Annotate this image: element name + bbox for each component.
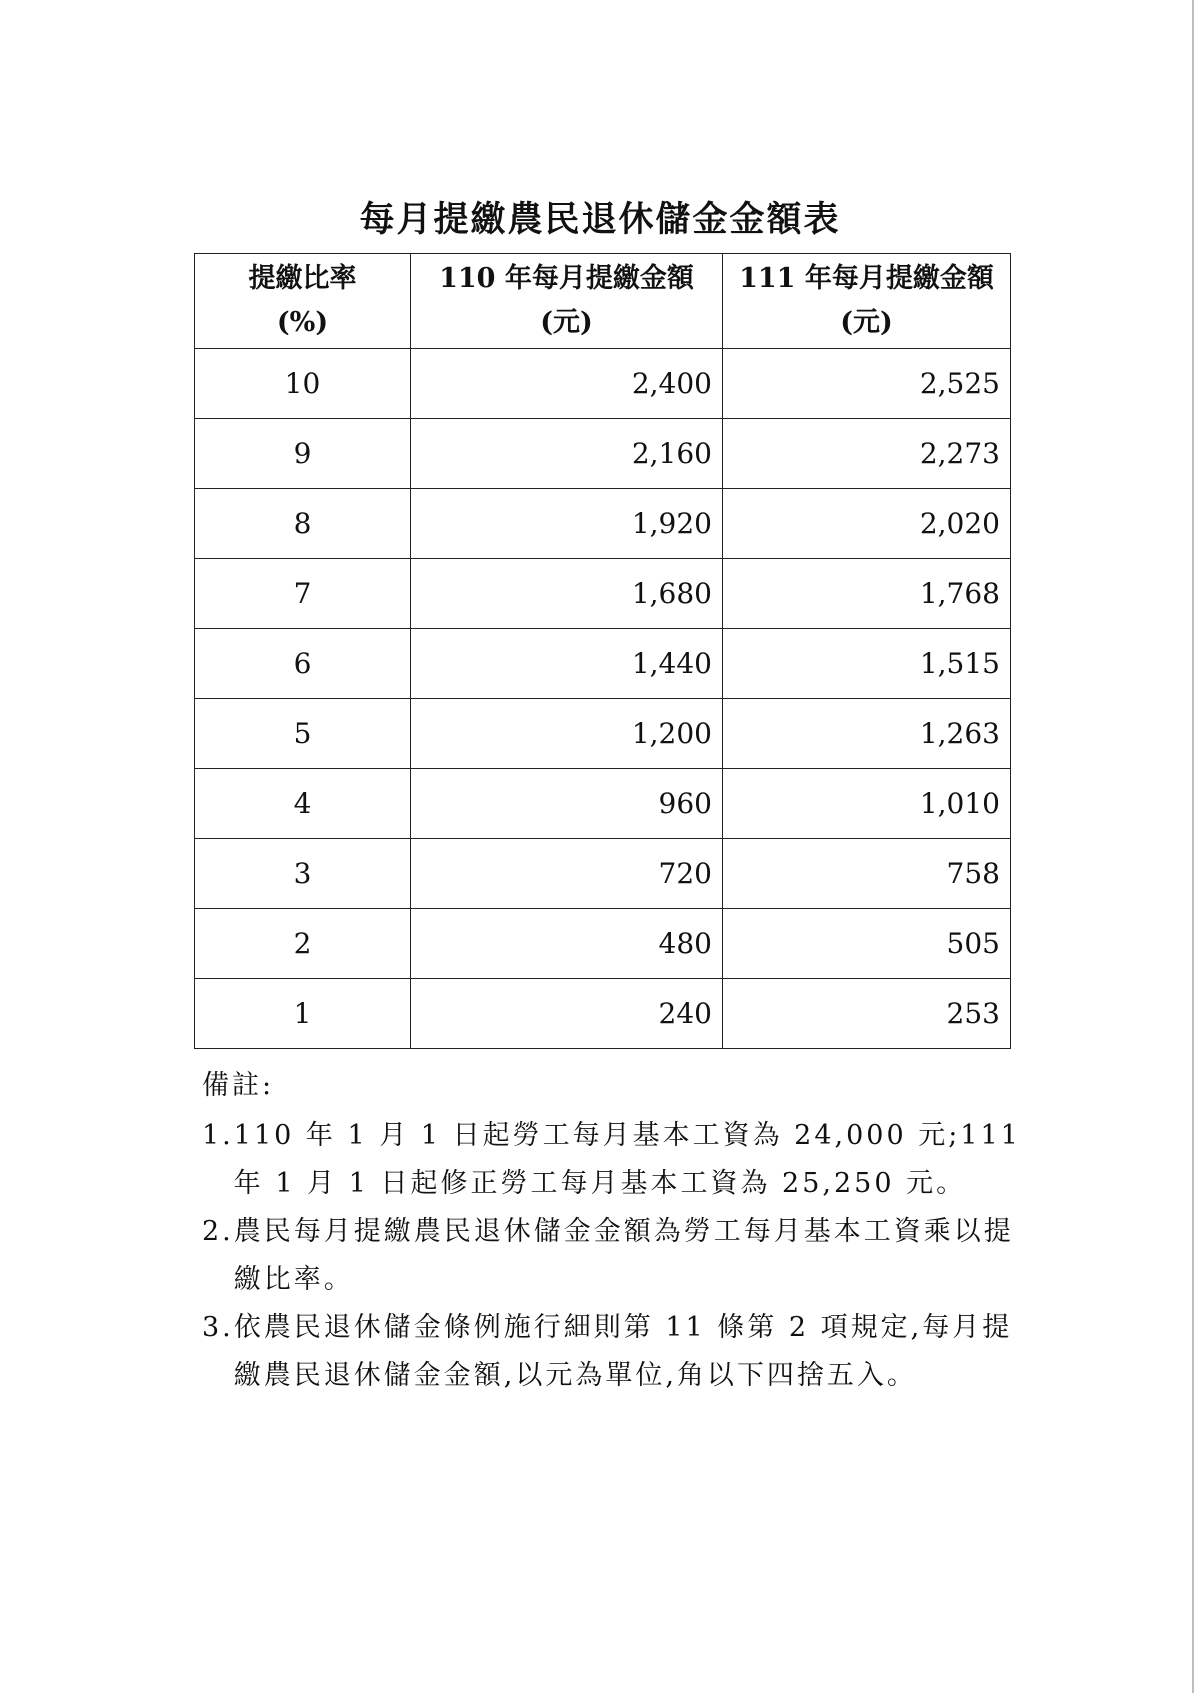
rate-cell: 7 <box>195 559 411 629</box>
note-number: 3. <box>202 1312 234 1343</box>
header-rate-label: 提繳比率 <box>248 263 357 294</box>
table-row <box>195 629 1011 699</box>
rate-cell: 8 <box>195 489 411 559</box>
notes-heading: 備註: <box>202 1070 275 1101</box>
amount-110-cell: 1,920 <box>411 489 723 559</box>
note-text: 依農民退休儲金條例施行細則第 11 條第 2 項規定,每月提繳農民退休儲金金額,以元為單位,角以下四捨五入。 <box>233 1312 1013 1391</box>
rate-cell: 4 <box>195 769 411 839</box>
note-text: 農民每月提繳農民退休儲金金額為勞工每月基本工資乘以提繳比率。 <box>233 1216 1014 1295</box>
header-110-amount <box>411 254 723 349</box>
amount-111-cell: 2,525 <box>723 349 1011 419</box>
note-item <box>202 1304 1022 1400</box>
contribution-table <box>194 253 1011 1049</box>
amount-110-cell: 1,200 <box>411 699 723 769</box>
table-row <box>195 909 1011 979</box>
table-row <box>195 839 1011 909</box>
document-title: 每月提繳農民退休儲金金額表 <box>359 199 841 240</box>
note-text: 110 年 1 月 1 日起勞工每月基本工資為 24,000 元;111 年 1 月 1 日起修正勞工每月基本工資為 25,250 元。 <box>233 1120 1021 1199</box>
amount-110-cell: 2,400 <box>411 349 723 419</box>
header-111-label: 111 年每月提繳金額 <box>739 263 994 294</box>
amount-111-cell: 1,515 <box>723 629 1011 699</box>
header-110-unit: (元) <box>540 307 593 338</box>
table-row <box>195 769 1011 839</box>
contribution-table-wrapper <box>194 253 1010 1049</box>
amount-110-cell: 960 <box>411 769 723 839</box>
header-rate-unit: (%) <box>276 307 329 338</box>
table-header-row <box>195 254 1011 349</box>
table-row <box>195 419 1011 489</box>
amount-111-cell: 505 <box>723 909 1011 979</box>
amount-111-cell: 1,010 <box>723 769 1011 839</box>
amount-110-cell: 2,160 <box>411 419 723 489</box>
note-item <box>202 1112 1022 1208</box>
amount-110-cell: 1,680 <box>411 559 723 629</box>
notes-section <box>202 1062 1022 1400</box>
header-110-label: 110 年每月提繳金額 <box>439 263 694 294</box>
note-number: 1. <box>202 1120 234 1151</box>
note-number: 2. <box>202 1216 234 1247</box>
table-row <box>195 979 1011 1049</box>
amount-111-cell: 1,768 <box>723 559 1011 629</box>
rate-cell: 1 <box>195 979 411 1049</box>
rate-cell: 2 <box>195 909 411 979</box>
amount-110-cell: 240 <box>411 979 723 1049</box>
amount-110-cell: 480 <box>411 909 723 979</box>
amount-110-cell: 1,440 <box>411 629 723 699</box>
table-row <box>195 699 1011 769</box>
rate-cell: 6 <box>195 629 411 699</box>
amount-111-cell: 1,263 <box>723 699 1011 769</box>
table-row <box>195 559 1011 629</box>
amount-111-cell: 758 <box>723 839 1011 909</box>
amount-111-cell: 253 <box>723 979 1011 1049</box>
rate-cell: 5 <box>195 699 411 769</box>
rate-cell: 9 <box>195 419 411 489</box>
header-111-unit: (元) <box>840 307 893 338</box>
amount-111-cell: 2,020 <box>723 489 1011 559</box>
amount-110-cell: 720 <box>411 839 723 909</box>
table-row <box>195 349 1011 419</box>
table-row <box>195 489 1011 559</box>
rate-cell: 3 <box>195 839 411 909</box>
scan-edge-line <box>1192 0 1194 1693</box>
rate-cell: 10 <box>195 349 411 419</box>
amount-111-cell: 2,273 <box>723 419 1011 489</box>
header-111-amount <box>723 254 1011 349</box>
note-item <box>202 1208 1022 1304</box>
header-rate <box>195 254 411 349</box>
